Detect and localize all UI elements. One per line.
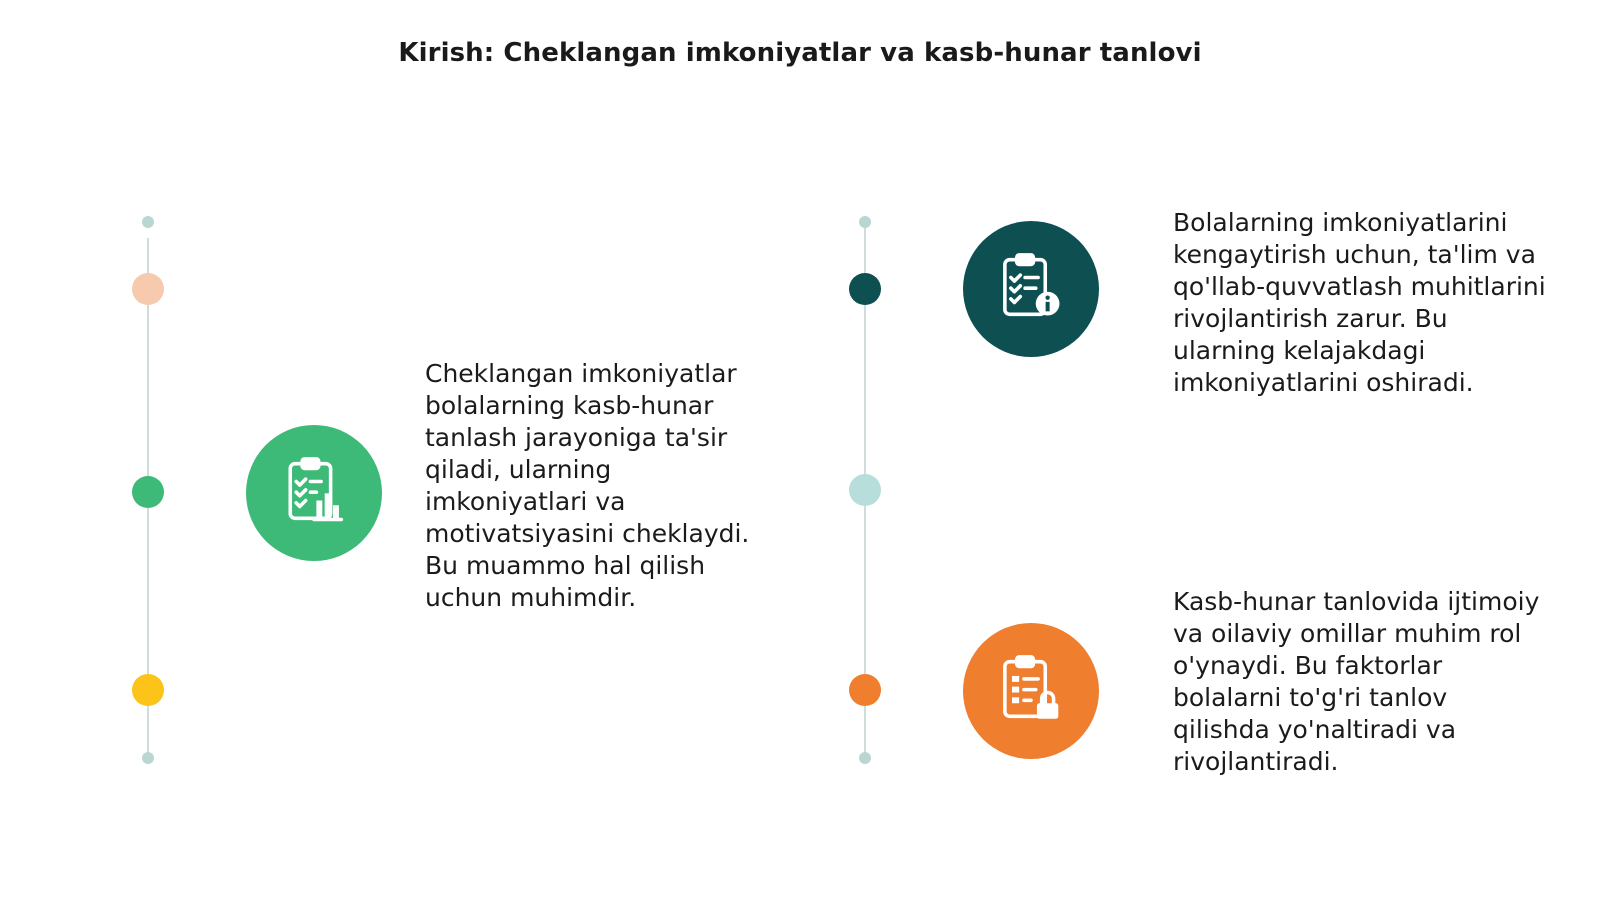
timeline-marker-yellow xyxy=(132,674,164,706)
timeline-marker-orange xyxy=(849,674,881,706)
timeline-end-dot xyxy=(859,752,871,764)
timeline-marker-green xyxy=(132,476,164,508)
timeline-marker-light-teal xyxy=(849,474,881,506)
timeline-start-dot xyxy=(142,216,154,228)
item-1-icon-circle xyxy=(246,425,382,561)
item-2-icon-circle xyxy=(963,221,1099,357)
item-3-icon-circle xyxy=(963,623,1099,759)
timeline-start-dot xyxy=(859,216,871,228)
clipboard-lock-icon xyxy=(993,651,1069,731)
timeline-marker-peach xyxy=(132,273,164,305)
timeline-end-dot xyxy=(142,752,154,764)
clipboard-info-icon xyxy=(993,249,1069,329)
timeline-right xyxy=(845,214,885,770)
timeline-marker-dark-teal xyxy=(849,273,881,305)
slide-title: Kirish: Cheklangan imkoniyatlar va kasb-hunar tanlovi xyxy=(398,38,1202,68)
item-3-text: Kasb-hunar tanlovida ijtimoiy va oilaviy omillar muhim rol o'ynaydi. Bu faktorlar bolalarni to'g'ri tanlov qilishda yo'naltiradi va rivojlantiradi. xyxy=(1173,587,1540,776)
timeline-left xyxy=(128,214,168,770)
clipboard-chart-icon xyxy=(276,453,352,533)
item-1-text: Cheklangan imkoniyatlar bolalarning kasb-hunar tanlash jarayoniga ta'sir qiladi, ularning imkoniyatlari va motivatsiyasini cheklaydi. Bu muammo hal qilish uchun muhimdir. xyxy=(425,359,750,612)
item-2-text: Bolalarning imkoniyatlarini kengaytirish uchun, ta'lim va qo'llab-quvvatlash muhitlarini rivojlantirish zarur. Bu ularning kelajakdagi imkoniyatlarini oshiradi. xyxy=(1173,208,1546,397)
